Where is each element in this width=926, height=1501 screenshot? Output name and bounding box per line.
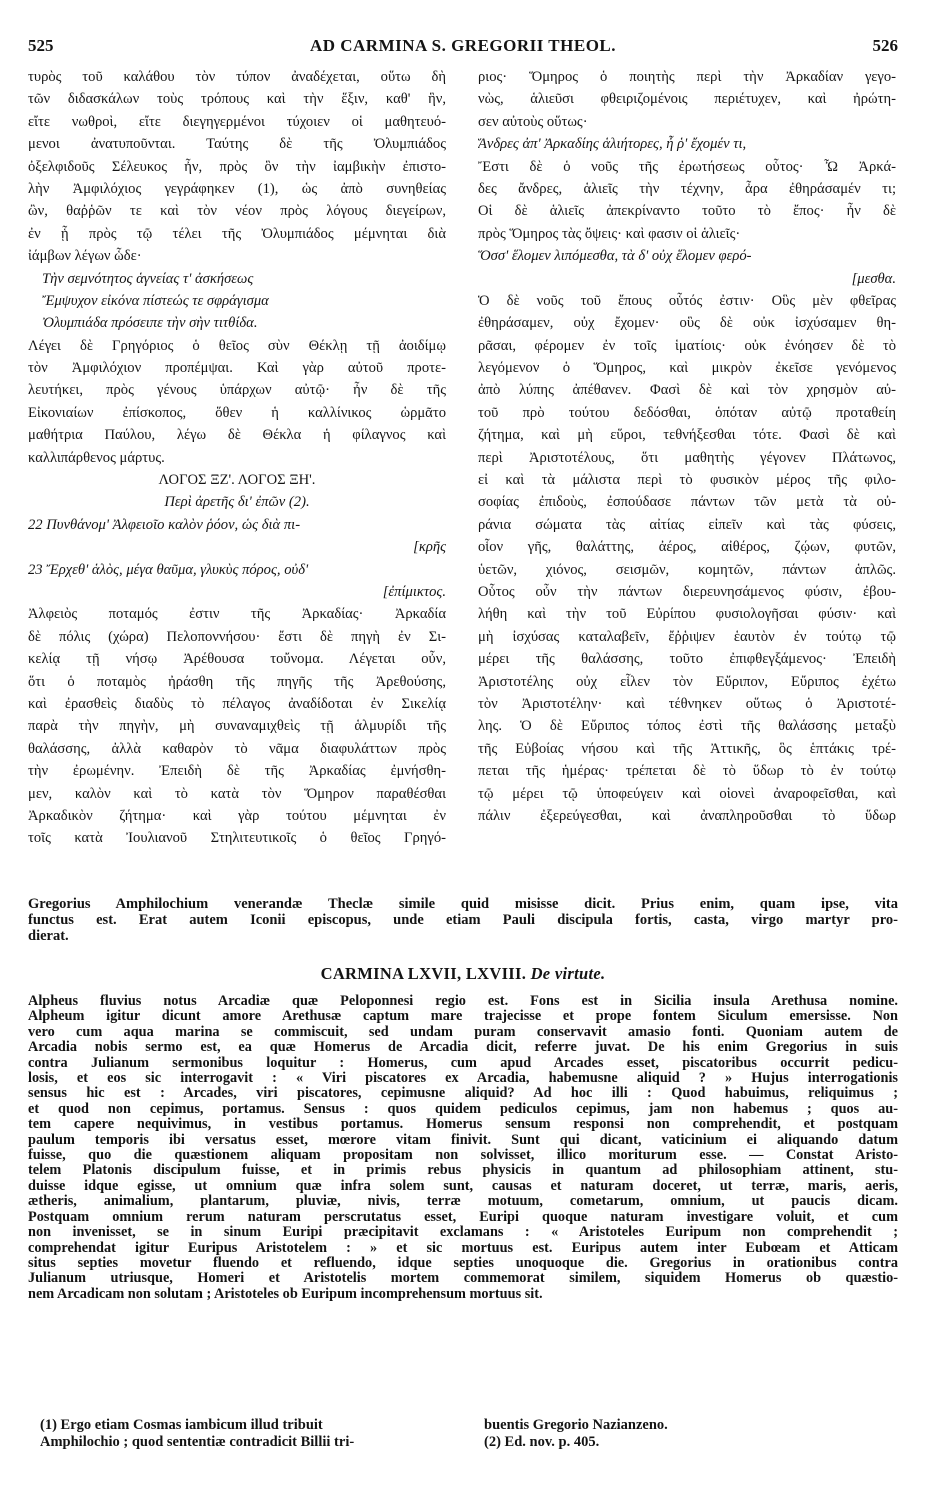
text-line: πρὸς Ὅμηρος τὰς ὄψεις· καὶ φασιν οἱ ἁλιεῖς· bbox=[478, 225, 741, 242]
text-line: Arcadia nobis sermo est, ea quæ Homerus de Arcadia dicit, referre juvat. De his enim Gregorius in suis bbox=[28, 1040, 898, 1056]
text-line: ὑετῶν, χιόνος, σεισμῶν, κομητῶν, πάντων ἁπλῶς. bbox=[478, 561, 896, 578]
text-line: 22 Πυνθάνομ' Ἀλφειοῖο καλὸν ῥόον, ὡς διὰ πι- bbox=[28, 516, 301, 533]
text-line: Οὗτος οὖν τὴν πάντων διερευνησάμενος φύσιν, ἐβου- bbox=[478, 583, 896, 600]
text-line: contra Julianum sermonibus loquitur : Homerus, cum apud Arcades esset, piscatoribus occurrit pedicu- bbox=[28, 1055, 898, 1071]
text-line: ἐν ᾗ πρὸς τῷ τέλει τῆς Ὀλυμπιάδος μέμνηται διὰ bbox=[28, 225, 446, 242]
text-line: λήθη καὶ τὴν τοῦ Εὐρίπου φυσιολογῆσαι φύσιν· καὶ bbox=[478, 606, 896, 623]
text-line: ὢν, θαῤῥῶν τε καὶ τὸν νέον πρὸς λόγους διεγείρων, bbox=[28, 203, 446, 220]
text-line: sensus hic est : Arcades, viri piscatores, cepimusne aliquid? Ad hoc illi : Quod habuimus, reliquimus ; bbox=[28, 1086, 898, 1102]
text-line: καὶ ἐρασθεὶς διαδὺς τὸ πέλαγος ἀναδίδοται ἐν Σικελίᾳ bbox=[28, 695, 446, 712]
text-line: μαθήτρια Παύλου, λέγω δὲ Θέκλα ἡ φίλαγνος καὶ bbox=[28, 427, 446, 444]
text-line: nem Arcadicam non solutam ; Aristoteles ob Euripum incomprehensum mortuus sit. bbox=[28, 1286, 543, 1302]
text-line: τὸν Ἀμφιλόχιον προπέμψαι. Καὶ γὰρ αὐτοῦ προτε- bbox=[28, 360, 446, 377]
text-line: Ὁ δὲ νοῦς τοῦ ἔπους οὗτός ἐστιν· Οὓς μὲν φθεῖρας bbox=[478, 292, 896, 309]
text-line: [μεσθα. bbox=[851, 270, 896, 287]
text-line: μεν, καλὸν καὶ τὸ κατὰ τὸν Ὅμηρον παραθέσθαι bbox=[28, 785, 446, 802]
text-line: Περὶ ἀρετῆς δι' ἐπῶν (2). bbox=[164, 494, 310, 511]
text-line: τῆς Εὐβοίας νήσου καὶ τῆς Ἀττικῆς, ὃς ἑπτάκις τρέ- bbox=[478, 740, 896, 757]
text-line: ætheris, animalium, plantarum, pluviæ, nivis, terræ motuum, cometarum, omnium, ut paucis dicam. bbox=[28, 1194, 898, 1210]
text-line: Alpheum igitur dicunt amore Arethusæ captum mare trajecisse et prope fontem Siculum emersisse. Non bbox=[28, 1009, 898, 1025]
text-line: Ἀριστοτέλης οὐχ εἷλεν τὸν Εὔριπον, Εὔριπος ἐχέτω bbox=[478, 673, 896, 690]
greek-column-left bbox=[28, 66, 446, 850]
text-line: περὶ Ἀριστοτέλους, ὅτι μαθητὴς γέγονεν Πλάτωνος, bbox=[478, 449, 896, 466]
text-line: Ἀλφειὸς ποταμός ἐστιν τῆς Ἀρκαδίας· Ἀρκαδία bbox=[28, 606, 446, 623]
text-line: ρᾶσαι, φέρομεν ἐν τοῖς ἱματίοις· οὐκ ἐνόησεν δὲ τὸ bbox=[478, 337, 896, 354]
text-line: πεται τῆς ἡμέρας· τρέπεται δὲ τὸ ὕδωρ τὸ ἐν τούτῳ bbox=[478, 763, 896, 780]
text-line: εἰ καὶ τὰ μάλιστα περὶ τὸ φυσικὸν μέρος τῆς φιλο- bbox=[478, 472, 896, 489]
text-line: telem Platonis discipulum fuisse, et in primis rebus physicis in quantum ad philosophiam attinent, stu- bbox=[28, 1163, 898, 1179]
text-line: paulum temporis ibi versatus esset, mœrore vitam finivit. Sunt qui dicant, vaticinium ei aliquando datum bbox=[28, 1132, 898, 1148]
text-line: Ὅσσ' ἕλομεν λιπόμεσθα, τὰ δ' οὐχ ἕλομεν φερό- bbox=[478, 248, 752, 265]
text-line: μενοι ἀνατυποῦνται. Ταύτης δὲ τῆς Ὀλυμπιάδος bbox=[28, 136, 446, 153]
text-line: comprehendat igitur Euripus Aristotelem : » et sic mortuus est. Euripus autem inter Eubœam et Atticam bbox=[28, 1240, 898, 1256]
running-header bbox=[28, 36, 898, 60]
text-line: τῶν διδασκάλων τοὺς τρόπους καὶ τὴν ἕξιν, καθ' ἣν, bbox=[28, 91, 446, 108]
text-line: λὴν Ἀμφιλόχιος γεγράφηκεν (1), ὡς ἀπὸ συνηθείας bbox=[28, 180, 446, 197]
text-line: buentis Gregorio Nazianzeno. bbox=[484, 1417, 668, 1433]
text-line: τοῦ πρὸ τούτου δεδόσθαι, ὁπόταν αὐτῷ προταθείη bbox=[478, 404, 896, 421]
text-line: Ἄνδρες ἀπ' Ἀρκαδίης ἁλιήτορες, ἦ ῥ' ἔχομέν τι, bbox=[478, 136, 747, 153]
text-line: (2) Ed. nov. p. 405. bbox=[484, 1434, 600, 1450]
latin-heading-subtitle: De virtute. bbox=[530, 964, 606, 983]
text-line: νὼς, ἁλιεῦσι φθειριζομένοις περιέτυχεν, καὶ ἠρώτη- bbox=[478, 91, 896, 108]
text-line: [ἐπίμικτος. bbox=[382, 583, 446, 600]
text-line: λης. Ὁ δὲ Εὔριπος τόπος ἐστὶ τῆς θαλάσσης μεταξὺ bbox=[478, 718, 896, 735]
text-line: Τὴν σεμνότητος ἁγνείας τ' ἀσκήσεως bbox=[42, 270, 254, 287]
text-line: Εἰκονιαίων ἐπίσκοπος, ὅθεν ἡ καλλίνικος ὡρμᾶτο bbox=[28, 404, 446, 421]
text-line: θαλάσσης, ἀλλὰ καθαρὸν τὸ νᾶμα διαφυλάττων πρὸς bbox=[28, 740, 446, 757]
page-number-right: 526 bbox=[872, 36, 898, 55]
text-line: πάλιν ἐξερεύγεσθαι, καὶ ἀναπληροῦσθαι τὸ ὕδωρ bbox=[478, 807, 896, 824]
text-line: ὀξελφιδοῦς Σέλευκος ἦν, πρὸς ὃν τὴν ἰαμβικὴν ἐπιστο- bbox=[28, 158, 446, 175]
text-line: λευτήκει, πρὸς γένους ὑπάρχων αὐτῷ· ἦν δὲ τῆς bbox=[28, 382, 446, 399]
text-line: Ὀλυμπιάδα πρόσειπε τὴν σὴν τιτθίδα. bbox=[42, 315, 258, 332]
text-line: τὴν ἐρωμένην. Ἐπειδὴ δὲ τῆς Ἀρκαδίας ἐμνήσθη- bbox=[28, 763, 446, 780]
text-line: vero cum aqua marina se commiscuit, sed undam puram conservavit amasio fonti. Quoniam autem de bbox=[28, 1024, 898, 1040]
text-line: οἷον γῆς, θαλάττης, ἀέρος, αἰθέρος, ζῴων, φυτῶν, bbox=[478, 539, 896, 556]
text-line: et quod non cepimus, portamus. Sensus : quos quidem pediculos cepimus, jam non habemus ; quos au- bbox=[28, 1101, 898, 1117]
text-line: ἐθηράσαμεν, οὐχ ἔχομεν· οὓς δὲ οὐκ ἰσχύσαμεν θη- bbox=[478, 315, 896, 332]
text-line: duisse idque egisse, ut omnium quæ infra solem sunt, causas et naturam doceret, ut terræ, maris, aeris, bbox=[28, 1178, 898, 1194]
text-line: dierat. bbox=[28, 928, 69, 944]
text-line: ἰάμβων λέγων ὧδε· bbox=[28, 248, 142, 265]
text-line: τοῖς κατὰ Ἰουλιανοῦ Στηλιτευτικοῖς ὁ θεῖος Γρηγό- bbox=[28, 830, 446, 847]
text-line: 23 Ἔρχεθ' ἁλὸς, μέγα θαῦμα, γλυκὺς πόρος, οὐδ' bbox=[28, 561, 309, 578]
text-line: ἀπὸ λύπης ἀπέθανεν. Φασὶ δὲ καὶ τὸν χρησμὸν αὐ- bbox=[478, 382, 896, 399]
text-line: losis, et eos sic interrogavit : « Viri piscatores ex Arcadia, habemusne aliquid ? » Hujus interrogationis bbox=[28, 1071, 898, 1087]
text-line: ὅτι ὁ ποταμὸς ἠράσθη τῆς πηγῆς τῆς Ἀρεθούσης, bbox=[28, 673, 446, 690]
text-line: functus est. Erat autem Iconii episcopus, unde etiam Pauli discipula fortis, casta, virgo martyr pro- bbox=[28, 912, 898, 928]
running-title: AD CARMINA S. GREGORII THEOL. bbox=[309, 36, 617, 55]
text-line: Λέγει δὲ Γρηγόριος ὁ θεῖος σὺν Θέκλῃ τῇ ἀοιδίμῳ bbox=[28, 337, 446, 354]
text-line: ΛΟΓΟΣ ΞΖ'. ΛΟΓΟΣ ΞΗ'. bbox=[158, 472, 316, 489]
latin-lead-paragraph bbox=[28, 896, 898, 944]
text-line: κελίᾳ τῇ νήσῳ Ἀρέθουσα τοὔνομα. Λέγεται οὖν, bbox=[28, 651, 446, 668]
page-number-left: 525 bbox=[28, 36, 54, 55]
greek-column-right bbox=[478, 66, 896, 827]
text-line: μέρει τῆς θαλάσσης, τοῦτο ἐπιφθεγξάμενος· Ἐπειδὴ bbox=[478, 651, 896, 668]
text-line: ράνια σώματα τὰς αἰτίας εἰπεῖν καὶ τὰς φύσεις, bbox=[478, 516, 896, 533]
text-line: Gregorius Amphilochium venerandæ Theclæ simile quid misisse dicit. Prius enim, quam ipse, vita bbox=[28, 896, 898, 912]
text-line: λεγόμενον ὁ Ὅμηρος, καὶ μικρὸν ἐκεῖσε γενόμενος bbox=[478, 360, 896, 377]
text-line: καλλιπάρθενος μάρτυς. bbox=[28, 449, 165, 466]
text-line: situs septies movetur fluendo et refluendo, idque septies unoquoque die. Gregorius in orationibus contra bbox=[28, 1255, 898, 1271]
text-line: τὸν Ἀριστοτέλην· καὶ τέθνηκεν οὕτως ὁ Ἀριστοτέ- bbox=[478, 695, 896, 712]
text-line: σεν αὐτοὺς οὕτως· bbox=[478, 113, 588, 130]
text-line: ριος· Ὅμηρος ὁ ποιητὴς περὶ τὴν Ἀρκαδίαν γεγο- bbox=[478, 69, 896, 85]
text-line: Julianum utriusque, Homeri et Aristotelis mortem commemorat similem, siquidem Homerus ob quæstio- bbox=[28, 1271, 898, 1287]
latin-section-heading bbox=[28, 964, 898, 984]
text-line: Amphilochio ; quod sententiæ contradicit Billii tri- bbox=[40, 1434, 355, 1450]
text-line: Οἱ δὲ ἁλιεῖς ἀπεκρίναντο τοῦτο τὸ ἔπος· ἦν δὲ bbox=[478, 203, 896, 220]
footnotes-right bbox=[484, 1417, 884, 1451]
text-line: non invenisset, se in sinum Euripi præcipitavit exclamans : « Aristoteles Euripum non comprehendit ; bbox=[28, 1225, 898, 1241]
text-line: [κρῆς bbox=[413, 539, 446, 556]
text-line: Ἔστι δὲ ὁ νοῦς τῆς ἐρωτήσεως οὗτος· Ὦ Ἀρκά- bbox=[478, 158, 896, 175]
text-line: δες ἄνδρες, ἁλιεῖς τὴν τέχνην, ἆρα ἐθηράσαμέν τι; bbox=[478, 180, 896, 197]
text-line: ζήτημα, καὶ μὴ εὕροι, τεθνήξεσθαι τότε. Φασὶ δὲ καὶ bbox=[478, 427, 896, 444]
text-line: δὲ πόλις (χώρα) Πελοποννήσου· ἔστι δὲ πηγὴ ἐν Σι- bbox=[28, 628, 446, 645]
text-line: (1) Ergo etiam Cosmas iambicum illud tribuit bbox=[40, 1417, 323, 1433]
text-line: Ἔμψυχον εἰκόνα πίστεώς τε σφράγισμα bbox=[42, 292, 269, 309]
text-line: Ἀρκαδικὸν ζήτημα· καὶ γὰρ τούτου μέμνηται ἐν bbox=[28, 807, 446, 824]
text-line: Alpheus fluvius notus Arcadiæ quæ Peloponnesi regio est. Fons est in Sicilia insula Arethusa nomine. bbox=[28, 994, 898, 1009]
text-line: tem capere nequivimus, in vestibus portamus. Homerus sensum responsi non comprehendit, et postquam bbox=[28, 1117, 898, 1133]
footnotes-left bbox=[40, 1417, 460, 1451]
text-line: παρὰ τὴν πηγὴν, μὴ συναναμιχθεὶς τῇ ἁλμυρίδι τῆς bbox=[28, 718, 446, 735]
text-line: τῷ μέρει τῷ ὑποφεύγειν καὶ οἱονεὶ ἀναροφεῖσθαι, καὶ bbox=[478, 785, 896, 802]
text-line: μὴ ἰσχύσας καταλαβεῖν, ἔῤῥιψεν ἑαυτὸν ἐν τούτῳ τῷ bbox=[478, 628, 896, 645]
latin-translation-body bbox=[28, 994, 898, 1302]
text-line: fuisse, quo die quæstionem aliquam propositam non solvisset, illico moriturum esse. — Constat Aristo- bbox=[28, 1148, 898, 1164]
latin-heading-title: CARMINA LXVII, LXVIII. bbox=[320, 964, 527, 983]
text-line: εἴτε νωθροὶ, εἴτε διεγηγερμένοι τύχοιεν οἱ μαθητευό- bbox=[28, 113, 446, 130]
text-line: τυρὸς τοῦ καλάθου τὸν τύπον ἀναδέχεται, οὕτω δὴ bbox=[28, 69, 446, 85]
text-line: σοφίας ἐπιδοὺς, ἐσπούδασε πάντων τῶν μετὰ τὰ οὐ- bbox=[478, 494, 896, 511]
text-line: Postquam omnium rerum naturam perscrutatus esset, Euripi quoque naturam investigare voluit, et cum bbox=[28, 1209, 898, 1225]
